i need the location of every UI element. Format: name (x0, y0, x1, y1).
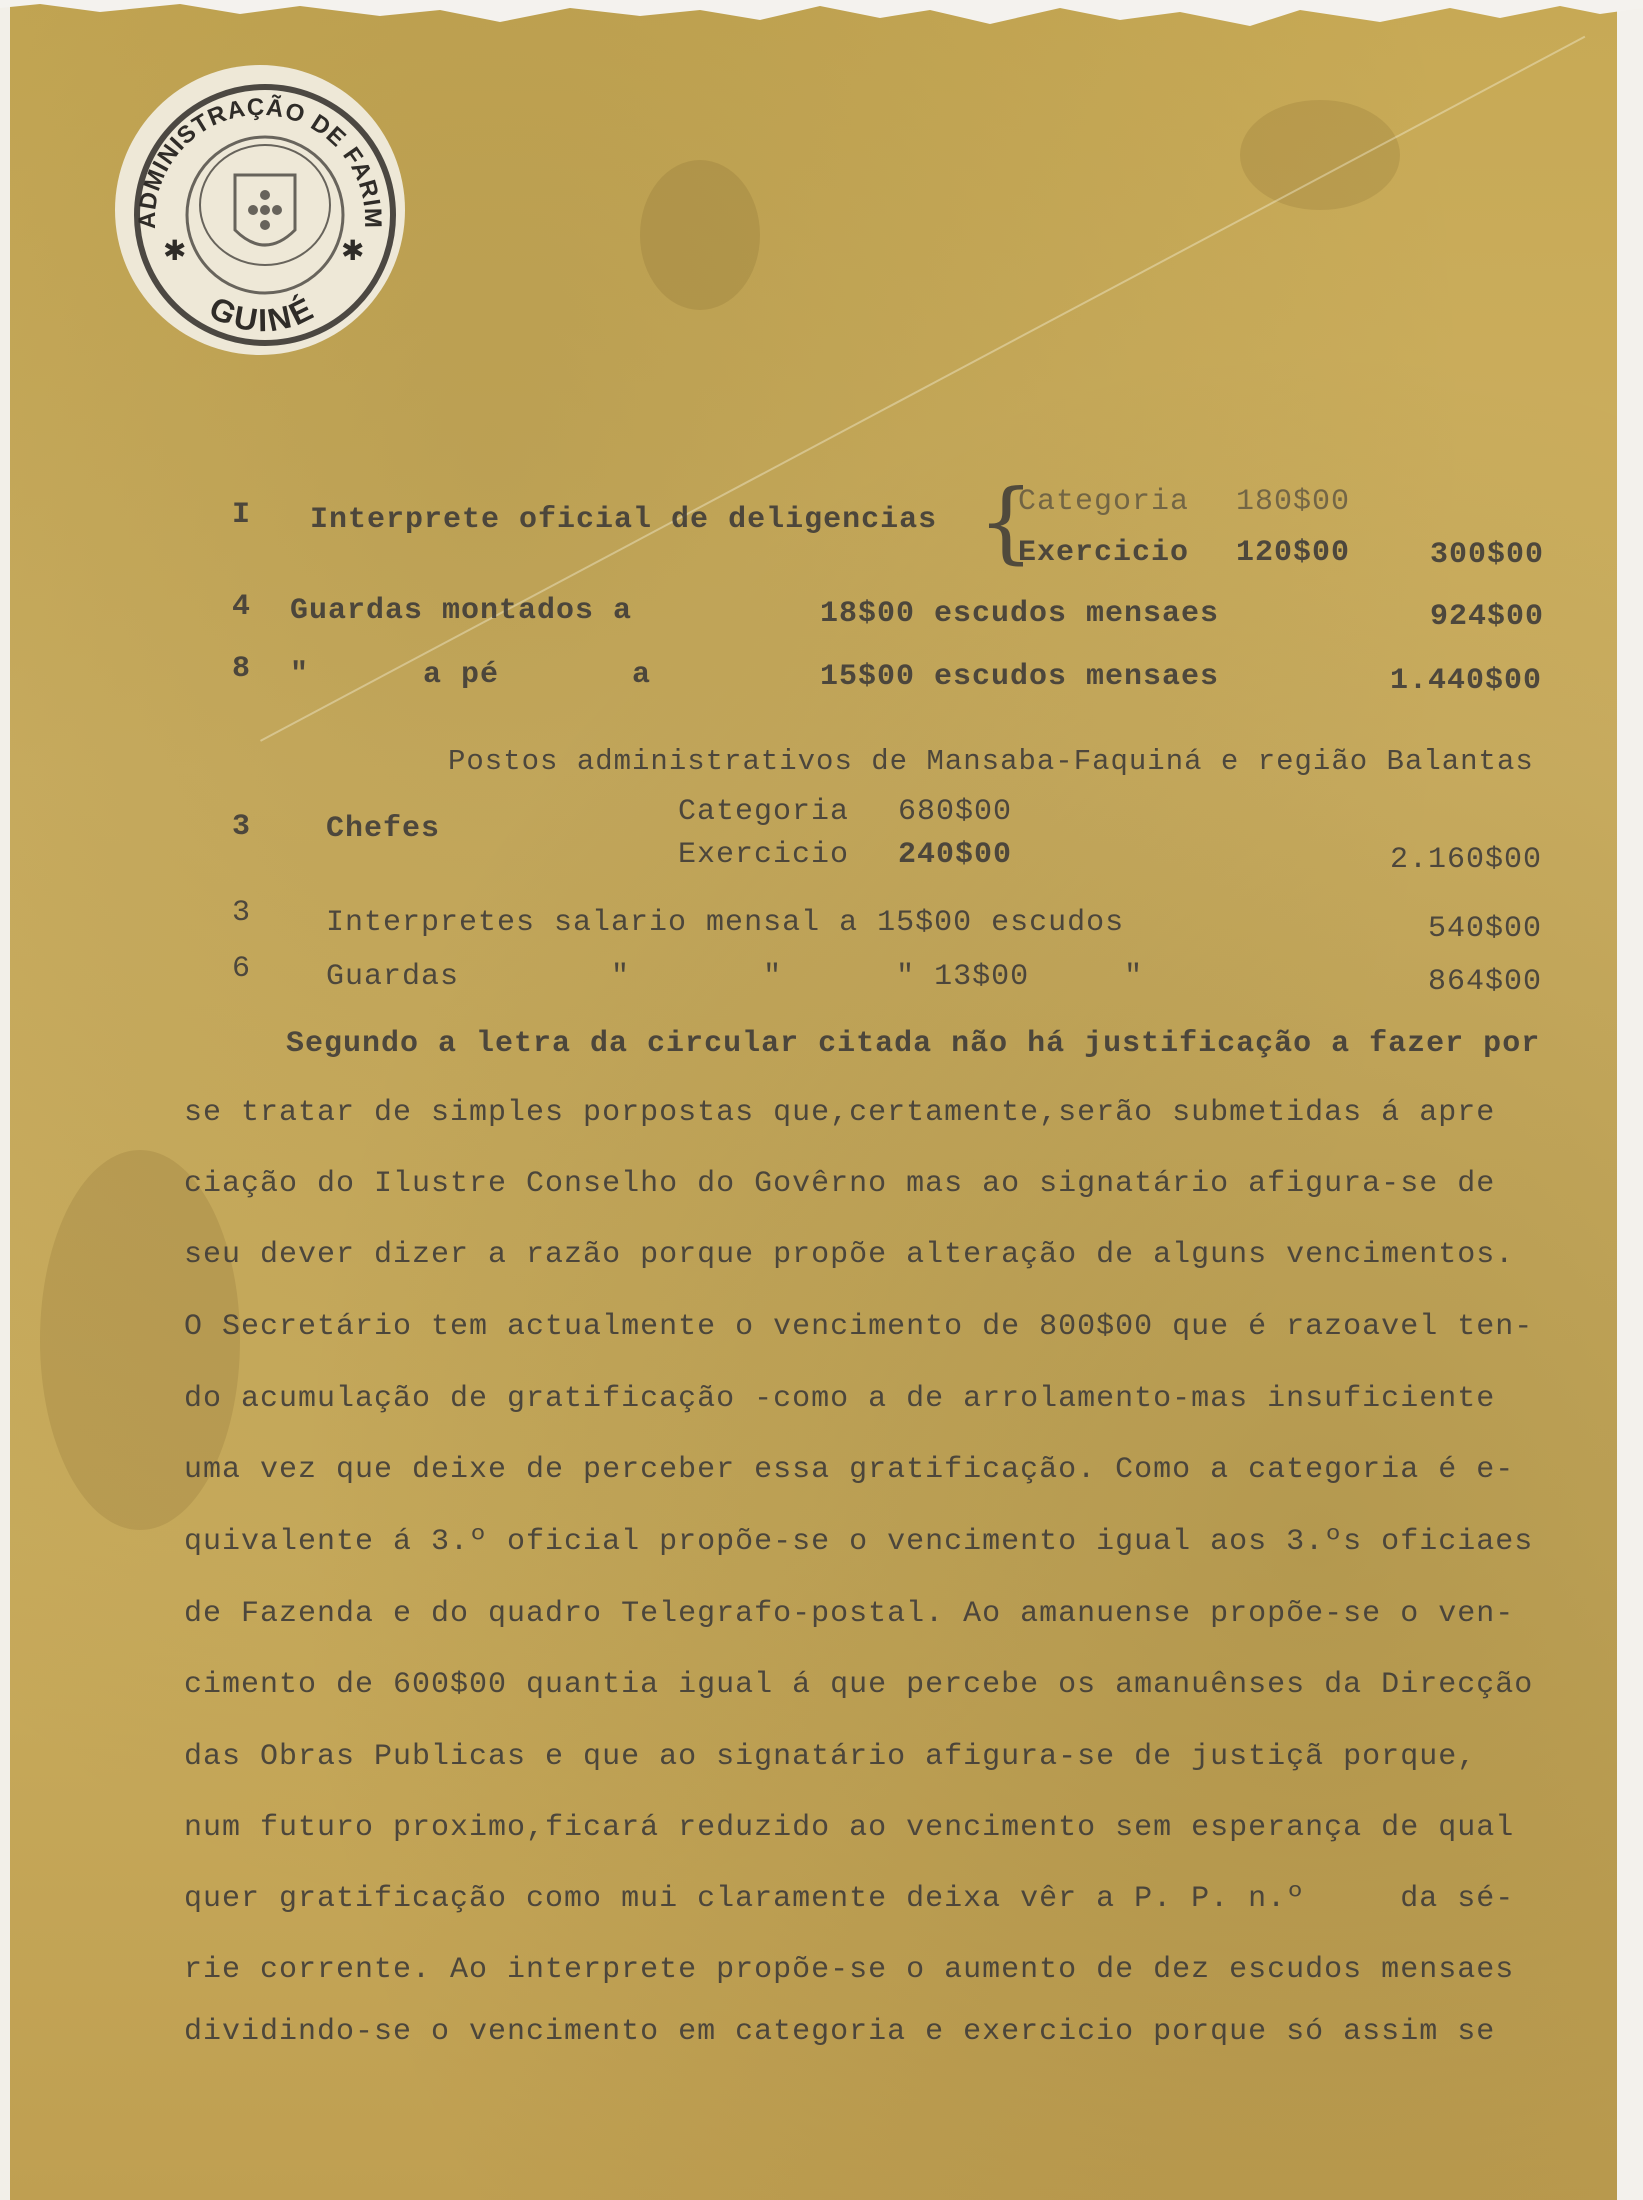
paragraph-line: seu dever dizer a razão porque propõe alteração de alguns vencimentos. (184, 1238, 1515, 1272)
asterisk-right-icon: ✱ (341, 234, 365, 267)
row-chefes-cat-label: Categoria (678, 795, 850, 829)
row-interpretes-desc: Interpretes salario mensal a 15$00 escudos (326, 906, 1125, 940)
row-interprete-total: 300$00 (1430, 538, 1545, 572)
paragraph-line: quer gratificação como mui claramente deixa vêr a P. P. n.º da sé- (184, 1882, 1515, 1916)
row-chefes-cat-value: 680$00 (898, 795, 1013, 829)
row-interpretes-total: 540$00 (1428, 912, 1543, 946)
paragraph-line: Segundo a letra da circular citada não há justificação a fazer por (286, 1027, 1541, 1061)
page-edge-right (1617, 0, 1643, 2200)
stain-2 (1240, 100, 1400, 210)
paragraph-line: de Fazenda e do quadro Telegrafo-postal. Ao amanuense propõe-se o ven- (184, 1597, 1515, 1631)
paragraph-line: se tratar de simples porpostas que,certamente,serão submetidas á apre (184, 1096, 1496, 1130)
paragraph-line: O Secretário tem actualmente o vencimento de 800$00 que é razoavel ten- (184, 1310, 1534, 1344)
row-interpretes-num: 3 (232, 896, 252, 930)
row-chefes-ex-label: Exercicio (678, 838, 850, 872)
row-chefes-ex-value: 240$00 (898, 838, 1013, 872)
row-interprete-cat-value: 180$00 (1236, 485, 1351, 519)
stamp-bottom-text: GUINÉ (204, 289, 322, 339)
row-guardas-pe-rate: 15$00 escudos mensaes (820, 660, 1220, 694)
torn-top-edge (0, 0, 1643, 34)
row-guardas-pe-num: 8 (232, 652, 252, 686)
paragraph-line: dividindo-se o vencimento em categoria e exercicio porque só assim se (184, 2015, 1496, 2049)
row-guardas-total: 864$00 (1428, 965, 1543, 999)
paragraph-line: rie corrente. Ao interprete propõe-se o aumento de dez escudos mensaes (184, 1953, 1515, 1987)
row-chefes-desc: Chefes (326, 812, 441, 846)
paragraph-line: ciação do Ilustre Conselho do Govêrno mas ao signatário afigura-se de (184, 1167, 1515, 1201)
paper-crease (260, 36, 1585, 742)
paragraph-line: uma vez que deixe de perceber essa gratificação. Como a categoria é e- (184, 1453, 1515, 1487)
row-guardas-montados-rate: 18$00 escudos mensaes (820, 597, 1220, 631)
row-chefes-total: 2.160$00 (1390, 843, 1543, 877)
row-interprete-ex-label: Exercicio (1018, 536, 1190, 570)
row-guardas-desc: Guardas " " " 13$00 " (326, 960, 1144, 994)
row-interprete-cat-label: Categoria (1018, 485, 1190, 519)
page-edge-left (0, 0, 10, 2200)
paragraph-line: do acumulação de gratificação -como a de arrolamento-mas insuficiente (184, 1382, 1496, 1416)
paragraph-line: das Obras Publicas e que ao signatário afigura-se de justiçã porque, (184, 1740, 1477, 1774)
paragraph-line: num futuro proximo,ficará reduzido ao vencimento sem esperança de qual (184, 1811, 1515, 1845)
paragraph-line: cimento de 600$00 quantia igual á que percebe os amanuênses da Direcção (184, 1668, 1534, 1702)
row-guardas-montados-total: 924$00 (1430, 600, 1545, 634)
brace-icon: { (978, 470, 1034, 573)
row-chefes-num: 3 (232, 810, 252, 844)
paragraph-line: quivalente á 3.º oficial propõe-se o vencimento igual aos 3.ºs oficiaes (184, 1525, 1534, 1559)
asterisk-left-icon: ✱ (163, 234, 187, 267)
row-guardas-pe-total: 1.440$00 (1390, 664, 1543, 698)
row-interprete-desc: Interprete oficial de deligencias (310, 503, 938, 537)
stain-1 (640, 160, 760, 310)
administration-stamp (95, 45, 425, 375)
row-guardas-pe-desc: " a pé a (290, 658, 652, 692)
row-guardas-montados-num: 4 (232, 590, 252, 624)
stamp-top-text: ADMINISTRAÇÃO DE FARIM (133, 93, 387, 230)
row-guardas-num: 6 (232, 952, 252, 986)
row-guardas-montados-desc: Guardas montados a (290, 594, 633, 628)
subheading: Postos administrativos de Mansaba-Faquiná e região Balantas (448, 745, 1534, 778)
row-interprete-num: I (232, 498, 252, 532)
row-interprete-ex-value: 120$00 (1236, 536, 1351, 570)
